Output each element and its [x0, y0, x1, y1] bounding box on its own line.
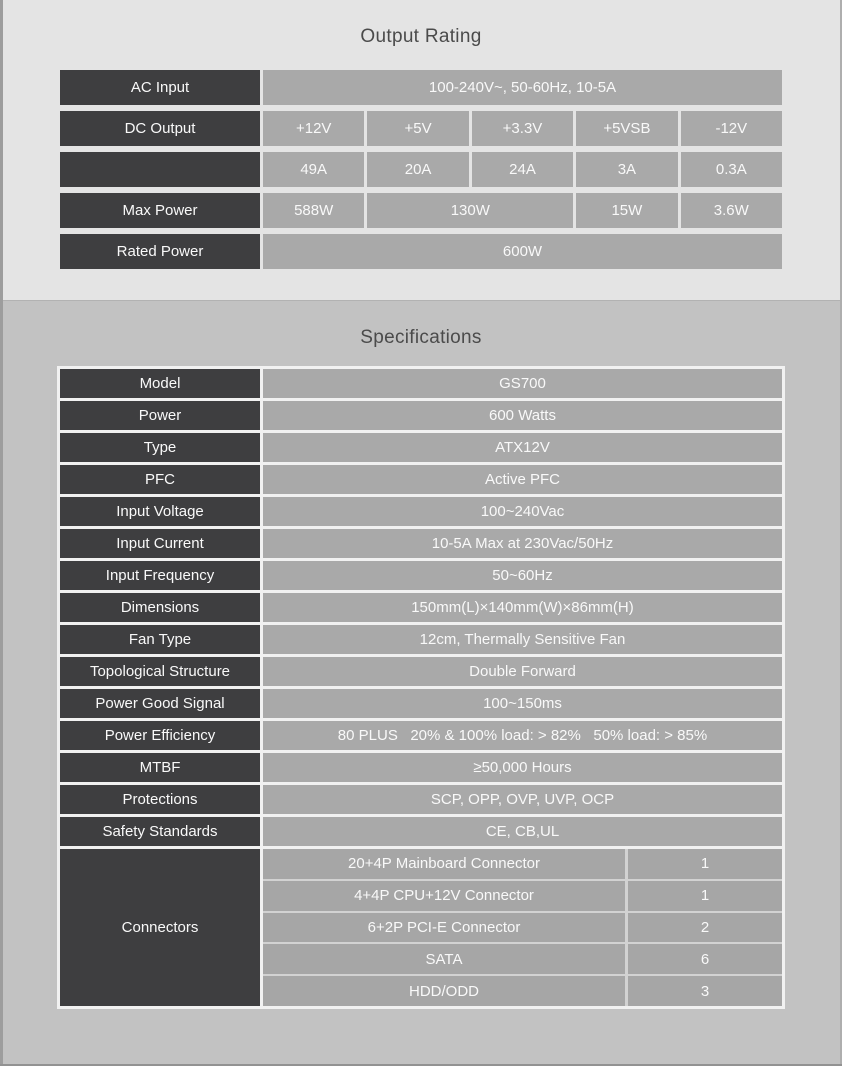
current-plus5vsb: 3A [576, 152, 677, 187]
connectors-subtable [263, 849, 782, 1006]
connector-name: 4+4P CPU+12V Connector [263, 881, 625, 911]
rated-power-value: 600W [263, 234, 782, 269]
spec-row-value: 150mm(L)×140mm(W)×86mm(H) [263, 593, 782, 622]
page-edge-left [0, 0, 3, 1066]
spec-row-label: Power Good Signal [60, 689, 260, 718]
connector-count: 1 [628, 881, 782, 911]
spec-row-label: Power Efficiency [60, 721, 260, 750]
spec-row-value: ATX12V [263, 433, 782, 462]
connector-name: HDD/ODD [263, 976, 625, 1006]
rail-plus3v3: +3.3V [472, 111, 573, 146]
specifications-table [57, 366, 785, 1009]
output-rating-table [60, 70, 782, 269]
spec-row-label-connectors: Connectors [60, 849, 260, 1006]
connector-count: 2 [628, 913, 782, 943]
current-minus12v: 0.3A [681, 152, 782, 187]
spec-row-label: Protections [60, 785, 260, 814]
spec-row-value: GS700 [263, 369, 782, 398]
spec-row-value: ≥50,000 Hours [263, 753, 782, 782]
spec-row-value: 10-5A Max at 230Vac/50Hz [263, 529, 782, 558]
current-plus3v3: 24A [472, 152, 573, 187]
current-plus5v: 20A [367, 152, 468, 187]
rail-plus5vsb: +5VSB [576, 111, 677, 146]
max-power-5v-3v3: 130W [367, 193, 573, 228]
specifications-title: Specifications [360, 327, 482, 348]
spec-row-label: Model [60, 369, 260, 398]
spec-row-value: 100~240Vac [263, 497, 782, 526]
output-rating-section [0, 0, 842, 301]
row-label-current-blank [60, 152, 260, 187]
spec-row-label: Safety Standards [60, 817, 260, 846]
spec-row-value: Active PFC [263, 465, 782, 494]
spec-row-label: Input Voltage [60, 497, 260, 526]
row-label-dc-output: DC Output [60, 111, 260, 146]
spec-row-value: 12cm, Thermally Sensitive Fan [263, 625, 782, 654]
spec-row-label: MTBF [60, 753, 260, 782]
spec-row-value: 80 PLUS 20% & 100% load: > 82% 50% load: > 85% [263, 721, 782, 750]
row-label-rated-power: Rated Power [60, 234, 260, 269]
connector-count: 1 [628, 849, 782, 879]
max-power-5vsb: 15W [576, 193, 677, 228]
max-power-12v: 588W [263, 193, 364, 228]
connector-name: 20+4P Mainboard Connector [263, 849, 625, 879]
ac-input-value: 100-240V~, 50-60Hz, 10-5A [263, 70, 782, 105]
spec-row-label: Dimensions [60, 593, 260, 622]
connector-name: SATA [263, 944, 625, 974]
spec-row-label: Fan Type [60, 625, 260, 654]
connector-name: 6+2P PCI-E Connector [263, 913, 625, 943]
current-plus12v: 49A [263, 152, 364, 187]
rail-plus12v: +12V [263, 111, 364, 146]
spec-row-label: Power [60, 401, 260, 430]
output-rating-title: Output Rating [360, 26, 482, 47]
spec-row-value: 50~60Hz [263, 561, 782, 590]
connector-count: 3 [628, 976, 782, 1006]
spec-row-value: 100~150ms [263, 689, 782, 718]
spec-row-value: 600 Watts [263, 401, 782, 430]
spec-row-label: Topological Structure [60, 657, 260, 686]
row-label-max-power: Max Power [60, 193, 260, 228]
spec-row-label: Type [60, 433, 260, 462]
spec-row-value: SCP, OPP, OVP, UVP, OCP [263, 785, 782, 814]
rail-plus5v: +5V [367, 111, 468, 146]
spec-row-value: CE, CB,UL [263, 817, 782, 846]
row-label-ac-input: AC Input [60, 70, 260, 105]
spec-row-label: PFC [60, 465, 260, 494]
spec-row-label: Input Current [60, 529, 260, 558]
spec-row-value: Double Forward [263, 657, 782, 686]
spec-row-label: Input Frequency [60, 561, 260, 590]
connector-count: 6 [628, 944, 782, 974]
max-power-minus12v: 3.6W [681, 193, 782, 228]
rail-minus12v: -12V [681, 111, 782, 146]
